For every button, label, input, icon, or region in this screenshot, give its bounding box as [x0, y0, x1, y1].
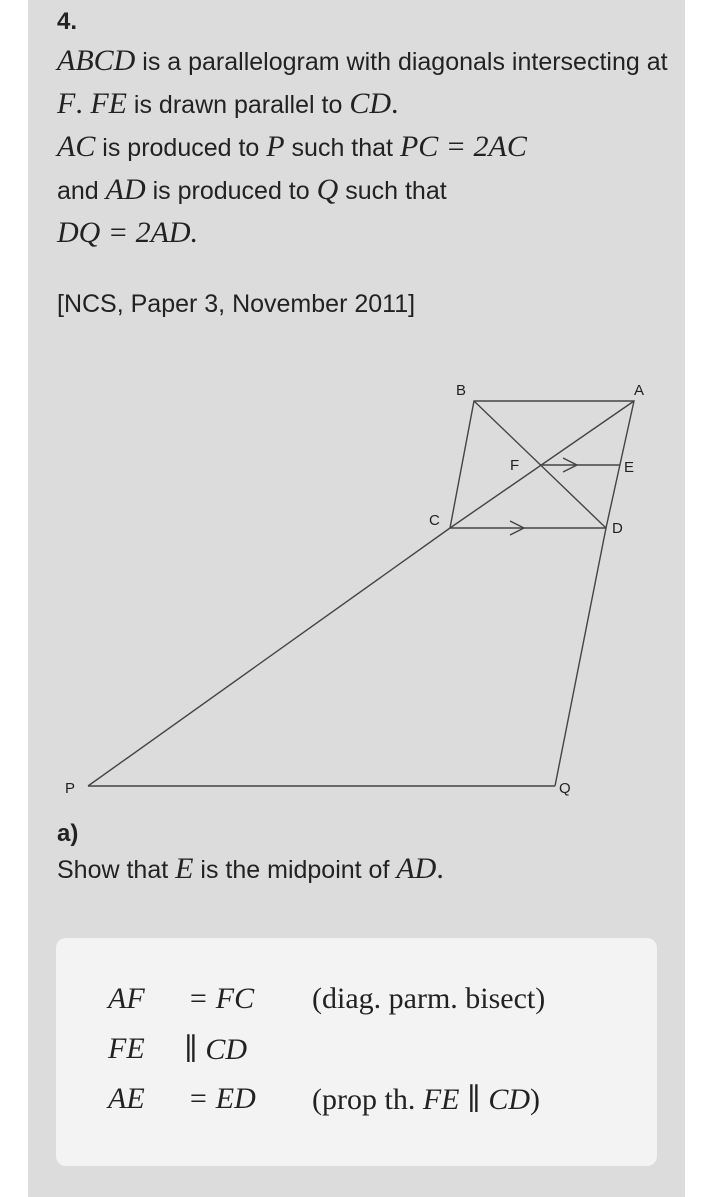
geometry-diagram — [28, 370, 685, 810]
label-p: P — [65, 780, 76, 797]
math-pc-eq: PC = 2AC — [399, 130, 527, 163]
label-b: B — [456, 382, 467, 399]
label-c: C — [429, 512, 440, 529]
segment-cp — [88, 528, 450, 786]
label-a: A — [634, 382, 645, 399]
label-d: D — [612, 520, 623, 537]
label-e: E — [624, 459, 635, 476]
part-a-label: a) — [57, 820, 79, 847]
math-abcd: ABCD — [57, 44, 136, 77]
source-citation: [NCS, Paper 3, November 2011] — [57, 290, 416, 318]
question-card — [28, 0, 685, 1197]
label-q: Q — [559, 780, 571, 797]
label-f: F — [510, 457, 520, 474]
math-dq-eq: DQ = 2AD. — [57, 216, 199, 249]
question-number: 4. — [57, 8, 78, 35]
segment-dq — [555, 528, 606, 786]
part-a-question: Show that E is the midpoint of AD. — [57, 852, 444, 885]
problem-statement: ABCD is a parallelogram with diagonals intersecting at F. FE is drawn parallel to CD. AC is produced to P such that PC = 2AC and AD is produced to Q such that DQ = 2AD. — [57, 44, 668, 249]
answer-box: AF = FC (diag. parm. bisect) FE ∥ CD AE = ED (prop th. FE ∥ CD) — [56, 938, 657, 1166]
